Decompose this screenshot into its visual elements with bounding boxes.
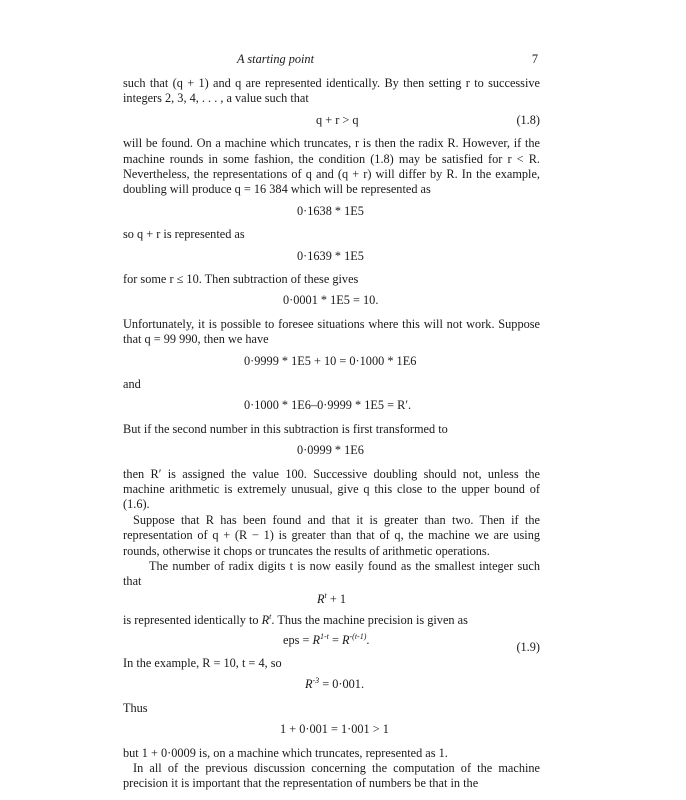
equation xyxy=(123,249,540,264)
page-number: 7 xyxy=(531,52,538,66)
paragraph: and xyxy=(123,377,141,392)
equation xyxy=(123,677,540,692)
paragraph: Thus xyxy=(123,700,148,715)
equation-body: $R^t + 1$ xyxy=(317,590,346,606)
equation-body: 0·1639 * 1E5 xyxy=(297,248,364,263)
equation xyxy=(123,204,540,219)
paragraph: then R′ is assigned the value 100. Successive doubling should not, unless the machine arithmetic is extremely unusual, give q this close to the upper bound of (1.6). xyxy=(123,466,540,512)
paragraph: so q + r is represented as xyxy=(123,227,245,242)
paragraph: In all of the previous discussion concerning the computation of the machine precision it is important that the representation of numbers be that in the xyxy=(123,761,540,791)
equation-body: $R^{-3} = 0\cdot 001$. xyxy=(305,676,365,692)
paragraph: will be found. On a machine which truncates, r is then the radix R. However, if the machine rounds in some fashion, the condition (1.8) may be satisfied for r < R. Nevertheless, the representations of q and (q + r) will differ by R. In the example, doubling will produce q = 16 384 which will be represented as xyxy=(123,136,540,197)
equation-body: 0·9999 * 1E5 + 10 = 0·1000 * 1E6 xyxy=(244,353,417,368)
equation xyxy=(123,722,540,737)
math-exp: 1-t xyxy=(320,631,329,641)
equation-body: 0·0999 * 1E6 xyxy=(297,443,364,458)
equation-body: 0·1000 * 1E6–0·9999 * 1E5 = R′. xyxy=(244,398,412,413)
equation-body: 0·1638 * 1E5 xyxy=(297,203,364,218)
paragraph: is represented identically to $R^t$. Thus the machine precision is given as xyxy=(123,612,468,628)
math-r: R xyxy=(261,613,270,628)
equation xyxy=(123,354,540,369)
equation-number: (1.8) xyxy=(516,112,540,127)
math-r: R xyxy=(341,632,350,647)
paragraph: The number of radix digits t is now easily found as the smallest integer such that xyxy=(123,559,540,589)
paragraph: Unfortunately, it is possible to foresee situations where this will not work. Suppose that q = 99 990, then we have xyxy=(123,316,540,347)
math-r: R xyxy=(312,632,320,647)
equation xyxy=(123,398,540,413)
math-r: R xyxy=(305,677,313,692)
paragraph: But if the second number in this subtraction is first transformed to xyxy=(123,421,448,436)
page-body xyxy=(123,52,540,792)
math-t: t xyxy=(269,612,272,622)
equation xyxy=(123,443,540,458)
equation-number: (1.9) xyxy=(516,639,540,654)
math-t: t xyxy=(324,590,327,600)
paragraph: for some r ≤ 10. Then subtraction of these gives xyxy=(123,272,359,287)
equation-body: eps = $R^{1-t} = R^{-(t-1)}$. xyxy=(283,631,370,647)
paragraph: In the example, R = 10, t = 4, so xyxy=(123,656,282,671)
math-r: R xyxy=(317,591,325,606)
math-exp: -(t-1) xyxy=(349,631,367,641)
equation xyxy=(123,293,540,308)
equation xyxy=(123,592,540,607)
equation-body: q + r > q xyxy=(316,112,359,127)
running-header xyxy=(123,52,540,69)
equation-body: 1 + 0·001 = 1·001 > 1 xyxy=(280,722,389,737)
math-exp: -3 xyxy=(312,676,320,686)
equation-1-9 xyxy=(123,631,540,654)
running-title: A starting point xyxy=(237,52,314,66)
equation-body: 0·0001 * 1E5 = 10. xyxy=(283,293,379,308)
equation-1-8 xyxy=(123,113,540,128)
paragraph: such that (q + 1) and q are represented identically. By then setting r to successive integers 2, 3, 4, . . . , a value such that xyxy=(123,76,540,106)
paragraph: Suppose that R has been found and that it is greater than two. Then if the representation of q + (R − 1) is greater than that of q, the machine we are using rounds, otherwise it chops or truncates the results of arithmetic operations. xyxy=(123,512,540,558)
paragraph: but 1 + 0·0009 is, on a machine which truncates, represented as 1. xyxy=(123,745,448,760)
